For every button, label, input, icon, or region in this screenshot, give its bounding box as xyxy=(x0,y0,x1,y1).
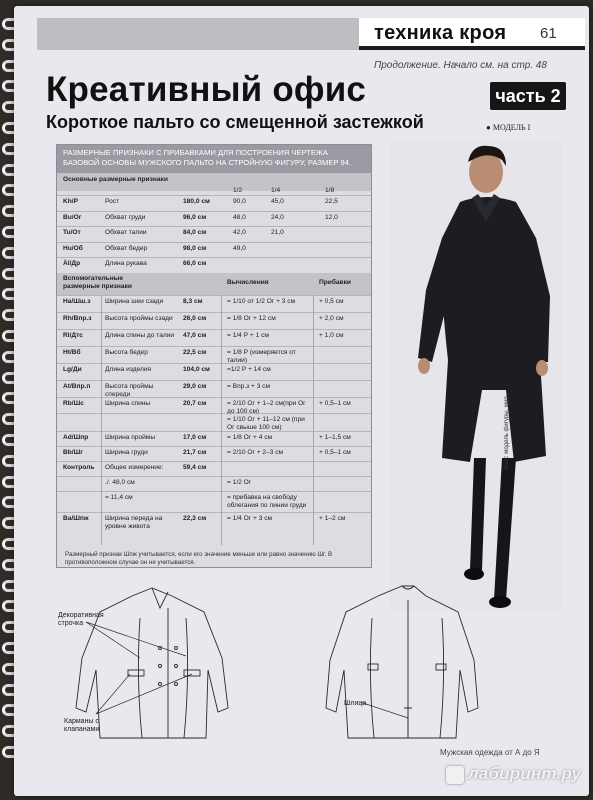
cell-name: Обхват груди xyxy=(105,213,146,221)
table-row xyxy=(57,312,371,330)
cell-value: 17,0 см xyxy=(183,434,207,441)
cell-allow: + 2,0 см xyxy=(319,315,344,322)
cell-calc: = 1/8 Р (измеряется от талии) xyxy=(227,349,296,364)
fraction-quarter: 1/4 xyxy=(271,187,281,194)
table-row xyxy=(57,397,371,414)
cell-f8: 12,0 xyxy=(325,213,338,221)
cell-code: Ha/Шш.з xyxy=(63,298,91,305)
cell-value: 84,0 см xyxy=(183,229,207,236)
model-label: ● МОДЕЛЬ I xyxy=(486,123,530,132)
cell-name: Ширина шеи сзади xyxy=(105,298,164,305)
cell-name: Ширина груди xyxy=(105,449,148,456)
table-row xyxy=(57,491,371,513)
cell-calc: = Впр.з + 3 см xyxy=(227,383,271,390)
table-row xyxy=(57,257,371,274)
cell-f8: 22,5 xyxy=(325,198,338,205)
cell-value: 98,0 см xyxy=(183,244,207,252)
cell-calc: = 1/8 Ог + 12 см xyxy=(227,315,276,322)
table-footnote: Размерный признак Шпж учитывается, если его значение меньше или равно значению Шг. В противоположном случае он не учитывается. xyxy=(65,551,333,566)
aux-section-title: Вспомогательные размерные признаки xyxy=(63,275,132,290)
column-divider xyxy=(221,295,222,545)
front-view-drawing xyxy=(76,588,228,738)
label-decor-stitch: Декоративная строчка xyxy=(58,612,104,627)
cell-code: Ht/Вб xyxy=(63,349,81,356)
cell-allow: + 0,5 см xyxy=(319,298,344,305)
cell-value: 180,0 см xyxy=(183,198,210,205)
continued-note: Продолжение. Начало см. на стр. 48 xyxy=(374,60,547,71)
cell-calc: = 2/10 Ог + 1–2 см(при Ог до 100 см) xyxy=(227,400,306,415)
cell-value: 59,4 см xyxy=(183,464,207,471)
cell-allow: + 1,0 см xyxy=(319,332,344,339)
cell-f4: 24,0 xyxy=(271,213,284,221)
watermark-text: лабиринт.ру xyxy=(468,764,582,783)
cell-name: ./. 48,0 см xyxy=(105,479,135,486)
cell-name: Высота бедер xyxy=(105,349,148,356)
table-row xyxy=(57,446,371,462)
technical-drawings xyxy=(56,578,576,758)
cell-calc: = 1/10 от 1/2 Ог + 3 см xyxy=(227,298,296,305)
basic-section-title: Основные размерные признаки xyxy=(63,176,168,183)
header-band xyxy=(37,18,359,50)
cell-f2: 90,0 xyxy=(233,198,246,205)
fraction-eighth: 1/8 xyxy=(325,187,335,194)
cell-code: Rl/Дтс xyxy=(63,332,83,339)
cell-name: Общее измерение: xyxy=(105,464,164,471)
cell-code: Hu/Об xyxy=(63,244,83,252)
cell-name: Рост xyxy=(105,198,120,205)
cell-name: Высота проймы спереди xyxy=(105,383,154,398)
article-subtitle: Короткое пальто со смещенной застежкой xyxy=(46,112,424,132)
measurement-table xyxy=(56,144,372,568)
cell-value: 96,0 см xyxy=(183,213,207,221)
cell-value: 8,3 см xyxy=(183,298,203,305)
col-allow-header: Прибавки xyxy=(319,279,351,286)
back-view-drawing xyxy=(326,586,478,738)
article-title: Креативный офис xyxy=(46,70,367,109)
cell-value: 20,7 см xyxy=(183,400,207,407)
table-row xyxy=(57,211,371,228)
label-slit: Шлица xyxy=(344,700,367,707)
cell-code: Äl/Др xyxy=(63,260,81,267)
table-heading: РАЗМЕРНЫЕ ПРИЗНАКИ С ПРИБАВКАМИ ДЛЯ ПОСТРОЕНИЯ ЧЕРТЕЖА БАЗОВОЙ ОСНОВЫ МУЖСКОГО ПАЛЬТО НА СТРОЙНУЮ ФИГУРУ, РАЗМЕР 94. xyxy=(57,145,371,173)
photo-credit: Знак: модель фигуры, мир xyxy=(504,396,510,470)
col-calc-header: Вычисления xyxy=(227,279,269,286)
cell-calc: = 1/2 Ог xyxy=(227,479,252,486)
cell-name: Ширина спины xyxy=(105,400,151,407)
cell-calc: = 1/4 Ог + 3 см xyxy=(227,515,273,522)
cell-name: = 11,4 см xyxy=(105,494,133,501)
cell-code: Ba/Шпж xyxy=(63,515,89,522)
cell-name: Ширина проймы xyxy=(105,434,156,441)
cell-value: 26,0 см xyxy=(183,315,207,322)
cell-calc: = 1/8 Ог + 4 см xyxy=(227,434,273,441)
table-row xyxy=(57,413,371,432)
cell-value: 21,7 см xyxy=(183,449,207,456)
table-row xyxy=(57,195,371,212)
cell-name: Обхват талии xyxy=(105,229,147,236)
cell-name: Длина спины до талии xyxy=(105,332,175,339)
cell-allow: + 1–2 см xyxy=(319,515,346,522)
page-number: 61 xyxy=(540,25,557,42)
table-row xyxy=(57,295,371,313)
cell-value: 22,5 см xyxy=(183,349,207,356)
section-name: техника кроя xyxy=(374,22,507,44)
table-row xyxy=(57,431,371,447)
cell-code: Tu/От xyxy=(63,229,81,236)
part-badge: часть 2 xyxy=(490,82,566,110)
cell-allow: + 1–1,5 см xyxy=(319,434,351,441)
table-row xyxy=(57,461,371,477)
cell-code: Ad/Шпр xyxy=(63,434,89,441)
cell-f4: 45,0 xyxy=(271,198,284,205)
label-pockets: Карманы с клапанами xyxy=(64,718,100,733)
cell-allow: + 0,5–1 см xyxy=(319,400,351,407)
cell-calc: = прибавка на свободу облегания по линии груди xyxy=(227,494,307,509)
cell-value: 22,3 см xyxy=(183,515,207,522)
cell-value: 66,0 см xyxy=(183,260,207,267)
column-divider xyxy=(313,295,314,545)
cell-name: Ширина переда на уровне живота xyxy=(105,515,163,530)
table-row xyxy=(57,512,371,532)
table-row xyxy=(57,380,371,398)
cell-code: At/Впр.п xyxy=(63,383,91,390)
cell-code: Lg/Ди xyxy=(63,366,82,373)
cell-code: Rh/Впр.з xyxy=(63,315,92,322)
watermark xyxy=(446,764,581,784)
table-row xyxy=(57,476,371,492)
cell-value: 29,0 см xyxy=(183,383,207,390)
left-hand xyxy=(418,358,430,374)
cell-f2: 49,0 xyxy=(233,244,246,252)
cell-name: Длина изделия xyxy=(105,366,152,373)
cell-name: Обхват бедер xyxy=(105,244,148,252)
cell-code: Kh/P xyxy=(63,198,79,205)
right-hand xyxy=(536,360,548,376)
cell-calc: = 2/10 Ог + 2–3 см xyxy=(227,449,284,456)
cell-name: Высота проймы сзади xyxy=(105,315,173,322)
footer-note: Мужская одежда от А до Я xyxy=(440,748,540,757)
cell-f2: 42,0 xyxy=(233,229,246,236)
table-row xyxy=(57,242,371,259)
cell-code: Bb/Шг xyxy=(63,449,83,456)
cell-f2: 48,0 xyxy=(233,213,246,221)
table-row xyxy=(57,346,371,364)
model-photo xyxy=(390,140,562,610)
cell-f4: 21,0 xyxy=(271,229,284,236)
cell-name: Длина рукава xyxy=(105,260,147,267)
cell-code: Контроль xyxy=(63,464,95,471)
cell-code: Rb/Шс xyxy=(63,400,84,407)
cell-allow: + 0,5–1 см xyxy=(319,449,351,456)
cell-calc: = 1/4 Р + 1 см xyxy=(227,332,269,339)
column-divider xyxy=(101,295,102,545)
cell-code: Bu/Ог xyxy=(63,213,82,221)
cell-value: 104,0 см xyxy=(183,366,210,373)
table-row xyxy=(57,226,371,243)
cell-value: 47,0 см xyxy=(183,332,207,339)
table-row xyxy=(57,329,371,347)
cell-calc: =1/2 Р + 14 см xyxy=(227,366,271,373)
fraction-half: 1/2 xyxy=(233,187,243,194)
table-row xyxy=(57,363,371,381)
cell-calc: = 1/10 Ог + 11–12 см (при Ог свыше 100 см) xyxy=(227,416,305,431)
